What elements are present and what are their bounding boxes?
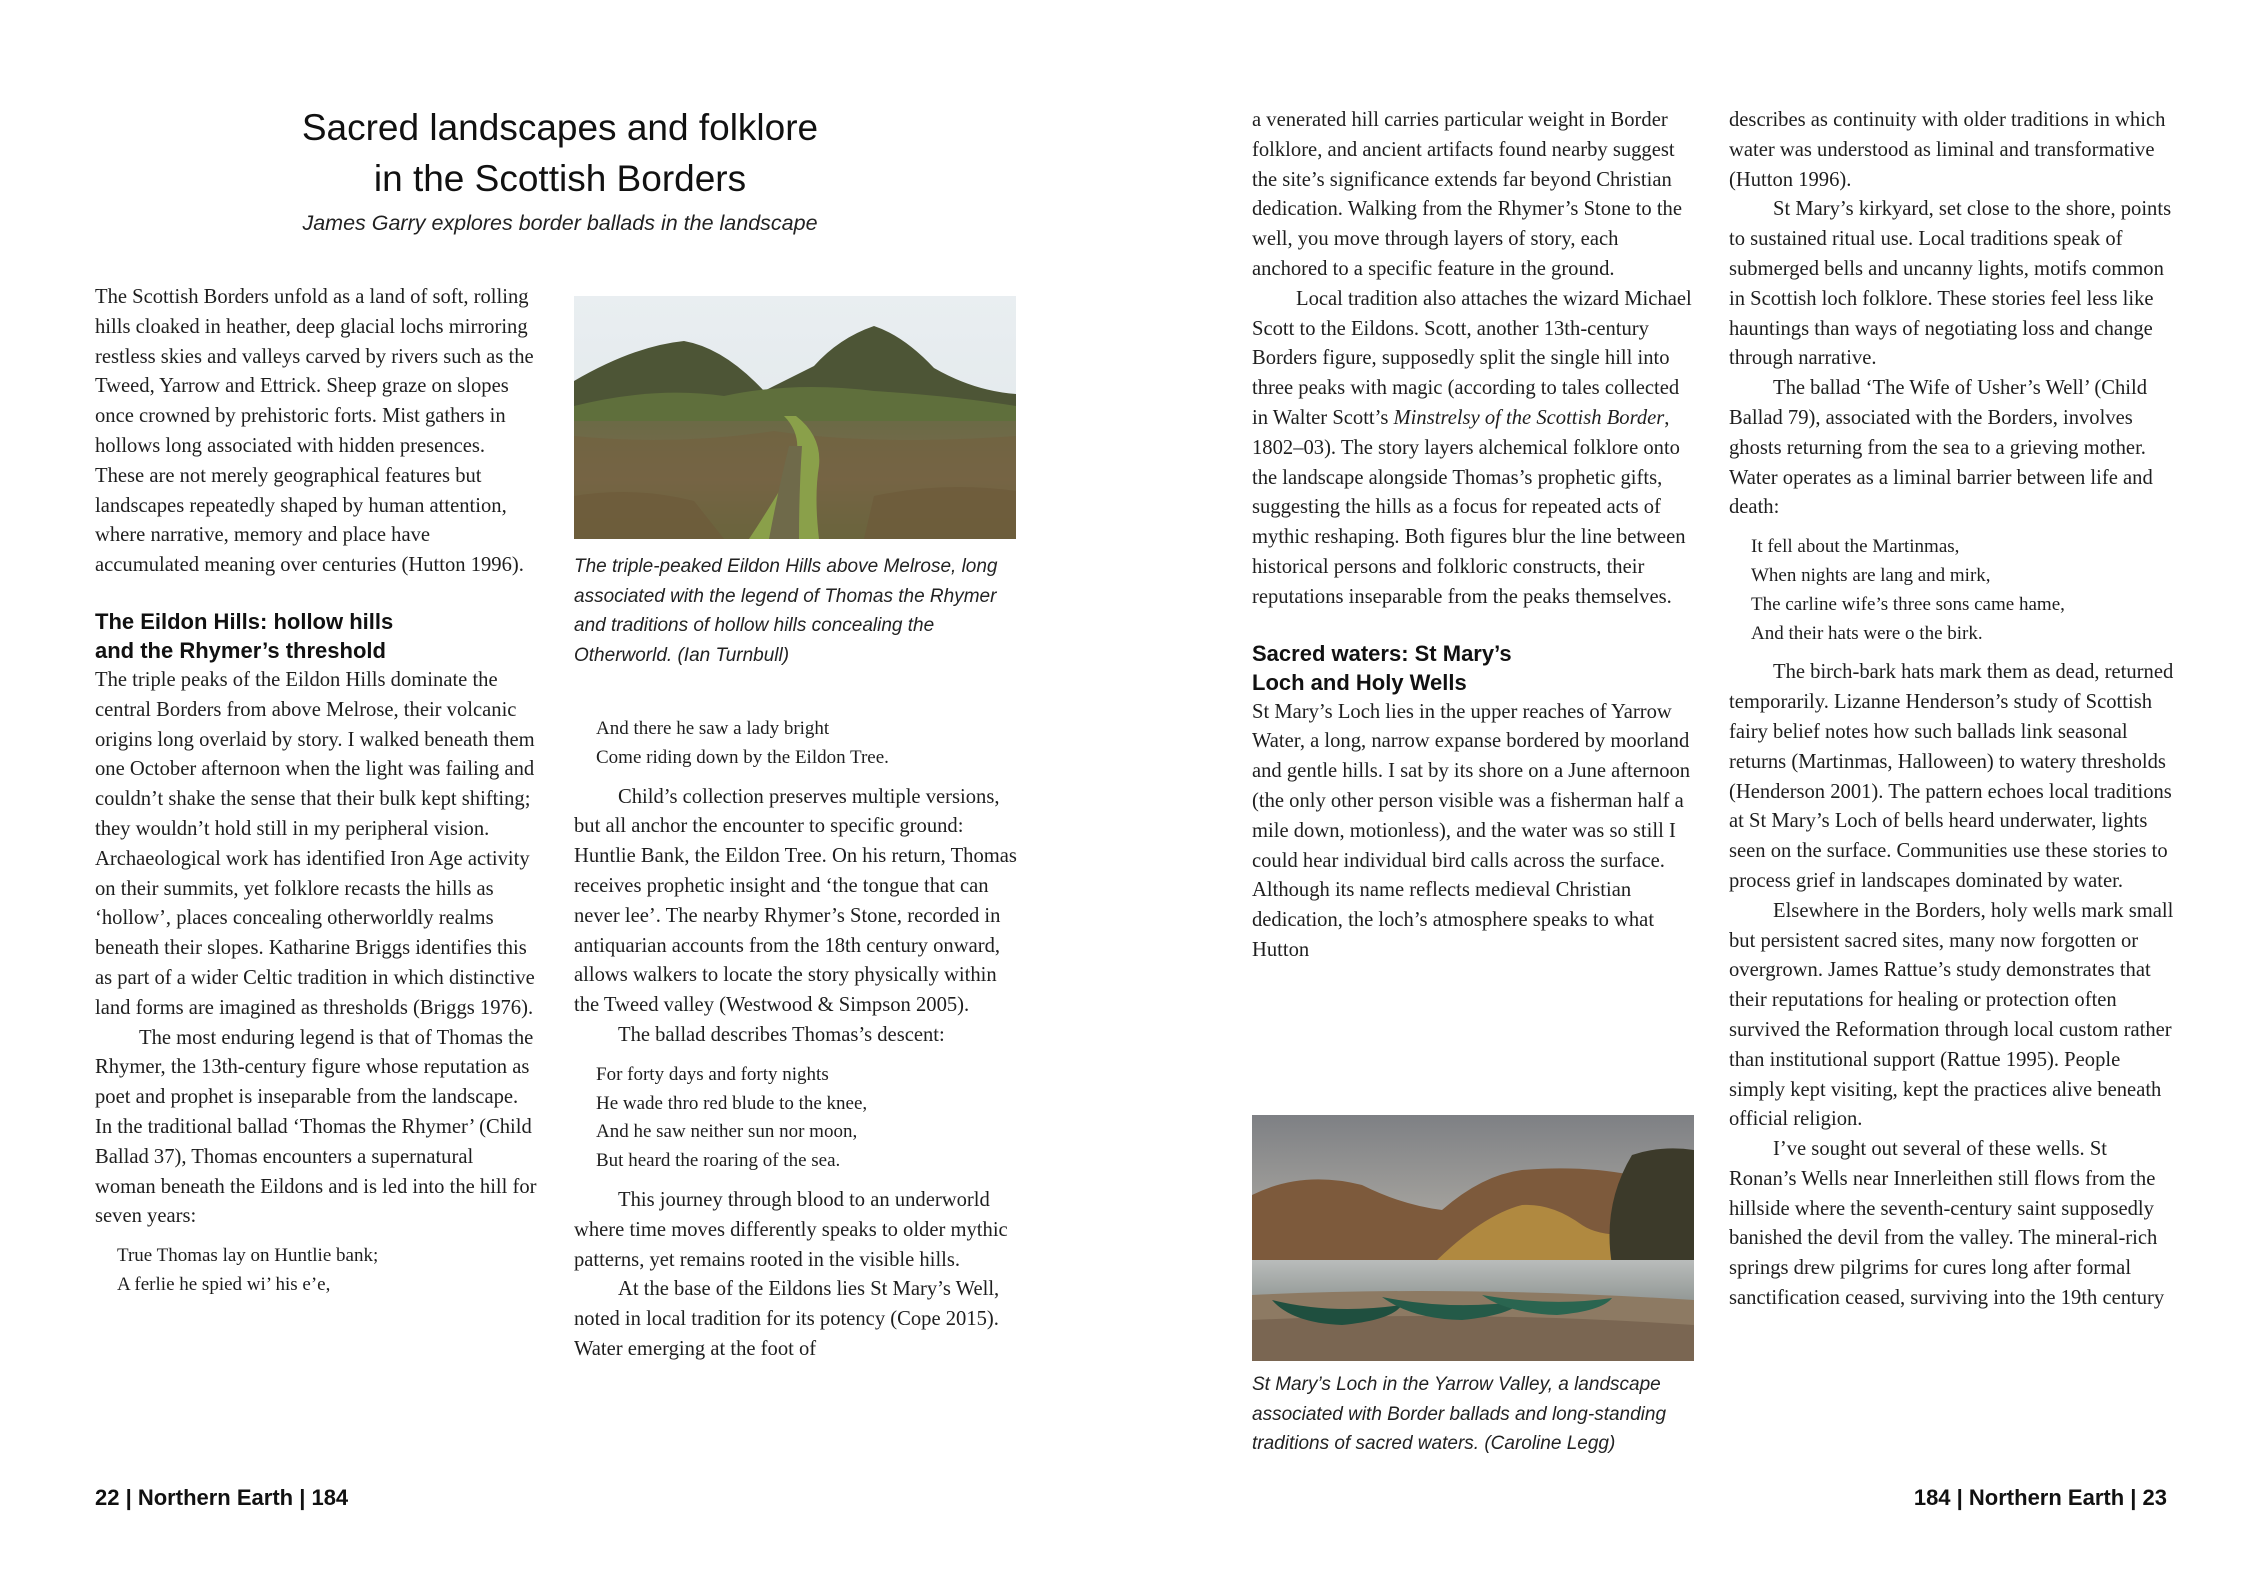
verse-line: And their hats were o the birk. <box>1751 622 1983 644</box>
section-heading-line: Loch and Holy Wells <box>1252 670 1467 696</box>
body-paragraph: I’ve sought out several of these wells. St Ronan’s Wells near Innerleithen still flows from the hillside where the seventh-century saint supposedly banished the devil from the valley. The mineral-rich springs drew pilgrims for cures long after formal sanctification ceased, surviving into the 19th century <box>1729 1138 2165 1310</box>
body-paragraph: The most enduring legend is that of Thomas the Rhymer, the 13th-century figure whose reputation as poet and prophet is inseparable from the landscape. In the traditional ballad ‘Thomas the Rhymer’ (Child Ballad 37), Thomas encounters a supernatural woman beneath the Eildons and is led into the hill for seven years: <box>95 1026 537 1228</box>
body-paragraph: Elsewhere in the Borders, holy wells mark small but persistent sacred sites, many now forgotten or overgrown. James Rattue’s study demonstrates that their reputations for healing or protection often survived the Reformation through local custom rather than institutional support (Rattue 1995). People simply kept visiting, kept the practices alive beneath official religion. <box>1729 899 2174 1131</box>
body-paragraph: At the base of the Eildons lies St Mary’s Well, noted in local tradition for its potency (Cope 2015). Water emerging at the foot of <box>574 1278 1000 1360</box>
verse-line: Come riding down by the Eildon Tree. <box>596 746 889 768</box>
ballad-verse <box>574 715 1020 773</box>
body-paragraph: The triple peaks of the Eildon Hills dominate the central Borders from above Melrose, their volcanic origins long overlaid by story. I walked beneath them one October afternoon when the light was failing and couldn’t shake the sense that their bulk kept shifting; they wouldn’t hold still in my peripheral vision. Archaeological work has identified Iron Age activity on their summits, yet folklore recasts the hills as ‘hollow’, places concealing otherworldly realms beneath their slopes. Katharine Briggs identifies this as part of a wider Celtic tradition in which distinctive land forms are imagined as thresholds (Briggs 1976). <box>95 668 535 1019</box>
section-heading-eildon <box>95 607 537 666</box>
section-heading-line: Sacred waters: St Mary’s <box>1252 640 1512 666</box>
body-paragraph: St Mary’s Loch lies in the upper reaches of Yarrow Water, a long, narrow expanse bordered by moorland and gentle hills. I sat by its shore on a June afternoon (the only other person visible was a fisherman half a mile down, motionless), and the water was so still I could hear individual bird calls across the surface. Although its name reflects medieval Christian dedication, the loch’s atmosphere speaks to what Hutton <box>1252 700 1691 961</box>
section-heading-waters <box>1252 639 1698 698</box>
eildon-photo-caption: The triple-peaked Eildon Hills above Melrose, long associated with the legend of Thomas the Rhymer and traditions of hollow hills concealing the Otherworld. (Ian Turnbull) <box>574 556 998 666</box>
ballad-verse <box>95 1242 537 1300</box>
body-paragraph: describes as continuity with older traditions in which water was understood as liminal and transformative (Hutton 1996). <box>1729 109 2166 191</box>
text-run: Local tradition also attaches the wizard Michael Scott to the Eildons. Scott, another 13th-century Borders figure, supposedly split the single hill into three peaks with magic (according to tales collected in Walter Scott’s <box>1252 287 1692 429</box>
ballad-verse <box>1729 533 2175 648</box>
verse-line: A ferlie he spied wi’ his e’e, <box>117 1273 331 1295</box>
verse-line: True Thomas lay on Huntlie bank; <box>117 1245 379 1267</box>
verse-line: And there he saw a lady bright <box>596 718 830 739</box>
article-title-line1: Sacred landscapes and folklore <box>301 107 819 148</box>
book-title: Minstrelsy of the Scottish Border <box>1393 406 1665 429</box>
text-run: , 1802–03). The story layers alchemical folklore onto the landscape alongside Thomas’s prophetic gifts, suggesting the hills as a focus for repeated acts of mythic reshaping. Both figures blur the line between historical persons and folkloric constructs, their reputations inseparable from the peaks themselves. <box>1252 406 1686 608</box>
article-title-line2: in the Scottish Borders <box>373 158 747 199</box>
ballad-verse <box>574 1061 1020 1176</box>
loch-caption-wrap <box>1252 1370 1698 1459</box>
verse-line: The carline wife’s three sons came hame, <box>1751 593 2065 615</box>
verse-line: But heard the roaring of the sea. <box>596 1150 841 1172</box>
loch-photo-caption: St Mary’s Loch in the Yarrow Valley, a landscape associated with Border ballads and long-standing traditions of sacred waters. (Caroline Legg) <box>1252 1374 1667 1454</box>
eildon-hills-photo <box>574 296 1016 539</box>
body-paragraph: This journey through blood to an underworld where time moves differently speaks to older mythic patterns, yet remains rooted in the visible hills. <box>574 1188 1008 1271</box>
verse-line: And he saw neither sun nor moon, <box>596 1121 858 1143</box>
body-paragraph: Child’s collection preserves multiple versions, but all anchor the encounter to specific ground: Huntlie Bank, the Eildon Tree. On his return, Thomas receives prophetic insight and ‘the tongue that can never lee’. The nearby Rhymer’s Stone, recorded in antiquarian accounts from the 18th century onward, allows walkers to locate the story physically within the Tweed valley (Westwood & Simpson 2005). <box>574 785 1017 1017</box>
verse-line: It fell about the Martinmas, <box>1751 536 1960 558</box>
body-paragraph <box>1252 285 1698 613</box>
body-paragraph: St Mary’s kirkyard, set close to the shore, points to sustained ritual use. Local traditions speak of submerged bells and uncanny lights, motifs common in Scottish loch folklore. These stories feel less like hauntings than ways of negotiating loss and change through narrative. <box>1729 198 2172 370</box>
body-paragraph: The ballad ‘The Wife of Usher’s Well’ (Child Ballad 79), associated with the Borders, involves ghosts returning from the sea to a grieving mother. Water operates as a liminal barrier between life and death: <box>1729 377 2153 519</box>
section-heading-line: The Eildon Hills: hollow hills <box>95 608 394 634</box>
body-paragraph: a venerated hill carries particular weight in Border folklore, and ancient artifacts found nearby suggest the site’s significance extends far beyond Christian dedication. Walking from the Rhymer’s Stone to the well, you move through layers of story, each anchored to a specific feature in the ground. <box>1252 109 1682 280</box>
folio-left: 22 | Northern Earth | 184 <box>95 1485 349 1510</box>
intro-paragraph: The Scottish Borders unfold as a land of soft, rolling hills cloaked in heather, deep glacial lochs mirroring restless skies and valleys carved by rivers such as the Tweed, Yarrow and Ettrick. Sheep graze on slopes once crowned by prehistoric forts. Mist gathers in hollows long associated with hidden presences. These are not merely geographical features but landscapes repeatedly shaped by human attention, where narrative, memory and place have accumulated meaning over centuries (Hutton 1996). <box>95 286 534 577</box>
section-heading-line: and the Rhymer’s threshold <box>95 638 386 664</box>
body-paragraph: The ballad describes Thomas’s descent: <box>618 1023 945 1046</box>
column-1 <box>95 283 537 1300</box>
verse-line: For forty days and forty nights <box>596 1063 829 1085</box>
body-paragraph: The birch-bark hats mark them as dead, returned temporarily. Lizanne Henderson’s study of Scottish fairy belief notes how such ballads link seasonal returns (Martinmas, Halloween) to watery thresholds (Henderson 2001). The pattern echoes local traditions at St Mary’s Loch of bells heard underwater, lights seen on the surface. Communities use these stories to process grief in landscapes dominated by water. <box>1729 661 2174 892</box>
article-byline: James Garry explores border ballads in the landscape <box>302 211 818 235</box>
column-4 <box>1729 106 2175 1314</box>
article-title <box>250 102 870 204</box>
column-3 <box>1252 106 1698 966</box>
verse-line: He wade thro red blude to the knee, <box>596 1092 868 1114</box>
verse-line: When nights are lang and mirk, <box>1751 564 1991 586</box>
column-2 <box>574 552 1020 1365</box>
folio-right: 184 | Northern Earth | 23 <box>1913 1485 2167 1510</box>
st-marys-loch-photo <box>1252 1115 1694 1361</box>
